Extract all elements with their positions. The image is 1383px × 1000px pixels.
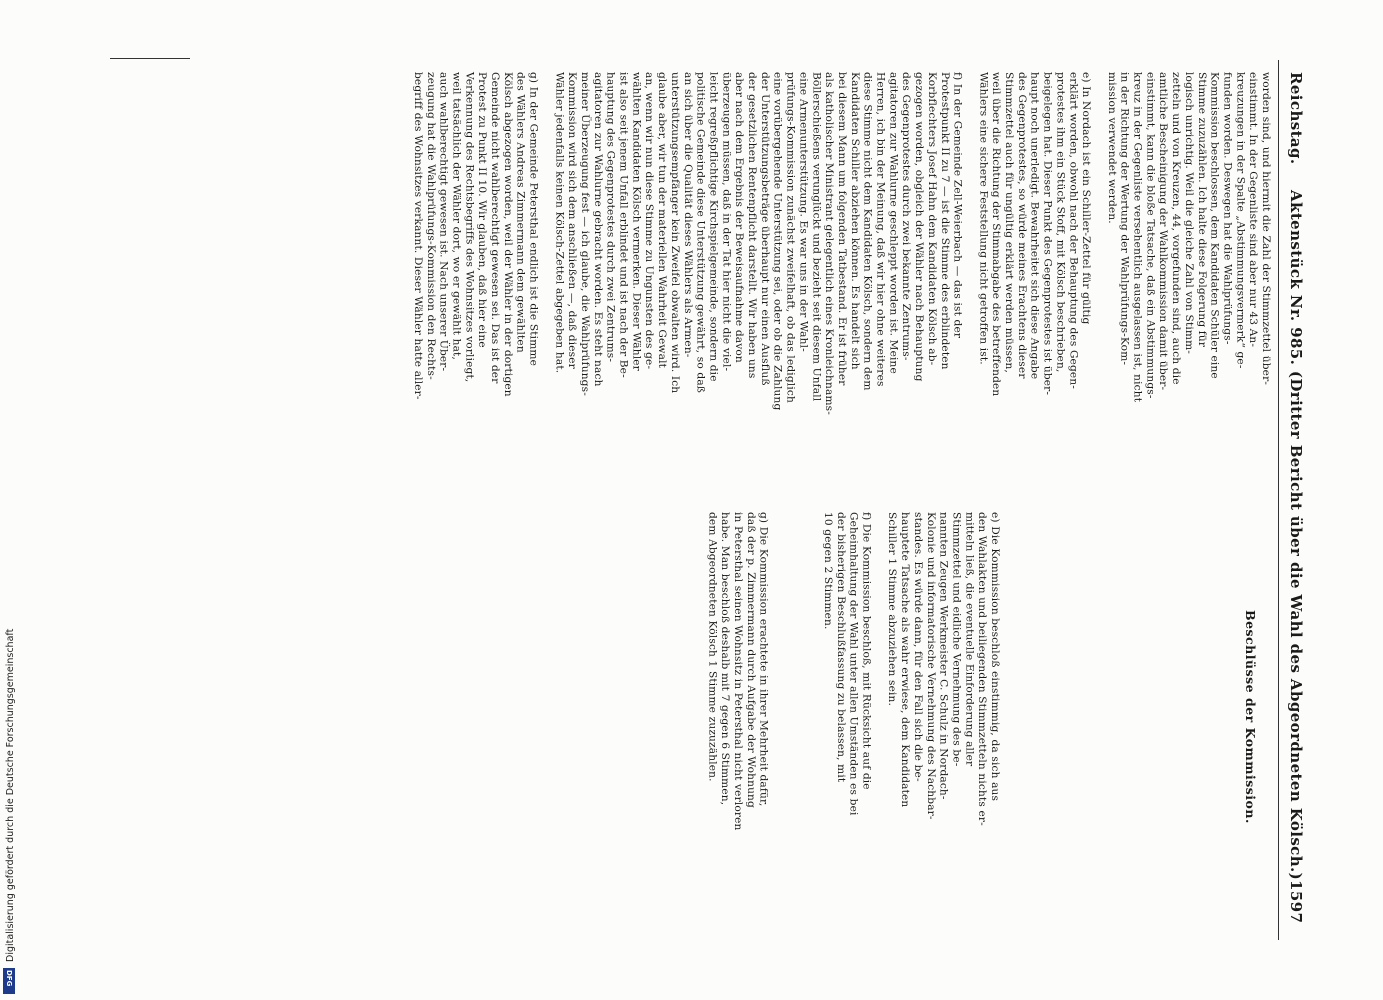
text-line: f) In der Gemeinde Zell-Weierbach — das ist der: [951, 72, 964, 339]
text-line: Böllerschießens verunglückt und bezieht seit diesem Unfall: [810, 72, 823, 402]
text-line: hauptete Tatsache als wahr erwiese, dem Kandidaten: [899, 512, 912, 808]
text-line: aber nach dem Ergebnis der Beweisaufnahme davon: [733, 72, 746, 363]
text-line: agitatoren zur Wahlurne gebracht worden. Es steht nach: [591, 72, 604, 387]
text-line: Kolonie und informatorische Vernehmung des Nachbar-: [924, 512, 937, 820]
text-line: diese Stimme nicht dem Kandidaten Kölsch, sondern dem: [861, 72, 874, 391]
text-line: e) Die Kommission beschloß einstimmig, da sich aus: [989, 512, 1001, 802]
text-line: g) In der Gemeinde Petersthal endlich ist die Stimme: [527, 72, 540, 367]
header-rule: [1278, 60, 1279, 940]
dfg-logo-icon: DFG: [3, 968, 15, 994]
text-line: der gesetzlichen Rentenpflicht darstellt. Wir haben uns: [746, 72, 758, 379]
text-line: Gemeinde nicht wahlberechtigt gewesen sei. Das ist der: [489, 72, 501, 384]
text-line: einstimmt. In der Gegenliste sind aber nur 43 An-: [1247, 72, 1260, 348]
text-line: kreuz in der Gegenliste versehentlich ausgelassen ist, nicht: [1131, 72, 1144, 403]
text-line: Stimme zuzuzählen. Ich halte diese Folgerung für: [1195, 72, 1208, 348]
text-line: wählten Kandidaten Kölsch vermerken. Dieser Wähler: [630, 72, 643, 371]
text-line: Stimmzettel auch für ungültig erklärt werden müssen,: [1003, 72, 1015, 374]
text-line: kreuzungen in der Spalte „Abstimmungsvermerk“ ge-: [1234, 72, 1247, 369]
text-line: in Petersthal seinen Wohnsitz in Petersthal nicht verloren: [732, 512, 744, 831]
page-title: Aktenstück Nr. 985. (Dritter Bericht über die Wahl des Abgeordneten Kölsch.): [1287, 190, 1305, 881]
text-line: Wählers eine sichere Feststellung nicht getroffen ist.: [977, 72, 990, 365]
text-line: zetteln und von Kreuzen, 44, vorgefunden sind, auch die: [1170, 72, 1183, 385]
text-line: Kölsch abgezogen worden, weil der Wähler in der dortigen: [501, 72, 514, 397]
text-line: bei diesem Mann um folgenden Tatbestand. Er ist früher: [835, 72, 848, 386]
text-line: Kommission beschlossen, dem Kandidaten Schüler eine: [1208, 72, 1221, 379]
text-line: Stimmzettel und eidliche Vernehmung des be-: [950, 512, 963, 767]
text-line: prüfungs-Kommission zunächst zweifelhaft, ob das lediglich: [784, 72, 797, 403]
text-line: glaube aber, wir tun der materiellen Wahrheit Gewalt: [656, 72, 669, 369]
text-line: an sich über die Qualität dieses Wählers als Armen-: [681, 72, 694, 358]
commission-heading: Beschlüsse der Kommission.: [1243, 610, 1258, 824]
text-line: des Gegenprotestes durch zwei bekannte Zentrums-: [900, 72, 913, 361]
text-line: Herren, ich bin der Meinung, daß wir hier ohne weiteres: [874, 72, 887, 387]
text-line: haupt noch unerledigt. Bewahrheitet sich diese Angabe: [1028, 72, 1041, 380]
text-line: Wähler jedenfalls keinen Kölsch-Zettel abgegeben hat.: [553, 72, 566, 374]
text-line: mitteln ließ, die eventuelle Einforderung aller: [963, 512, 976, 767]
text-line: als katholischer Ministrant gelegentlich eines Kronleichnams-: [823, 72, 836, 415]
text-line: Protest zu Punkt II 10. Wir glauben, daß hier eine: [476, 72, 489, 348]
text-line: eine vorübergehende Unterstützung sei, oder ob die Zahlung: [771, 72, 784, 411]
header-left: Reichstag.: [1287, 72, 1305, 165]
text-line: dem Abgeordneten Kölsch 1 Stimme zuzuzählen.: [706, 512, 719, 782]
text-line: Kommission wird sich dem anschließen —, daß dieser: [566, 72, 579, 369]
text-line: der Unterstützungsbeträge überhaupt nur einen Ausfluß: [758, 72, 771, 386]
text-line: nannten Zeugen Werkmeister C. Schulz in Nordach-: [937, 512, 950, 800]
text-line: zeugung hat die Wahlprüfungs-Kommission den Rechts-: [424, 72, 437, 380]
text-line: weil tatsächlich der Wähler dort, wo er gewählt hat,: [450, 72, 463, 360]
text-line: hauptung des Gegenprotestes durch zwei Zentrums-: [604, 72, 617, 363]
text-line: g) Die Kommission erachtete in ihrer Mehrheit dafür,: [757, 512, 770, 807]
digitization-credit: Digitalisierung gefördert durch die Deutsche Forschungsgemeinschaft: [5, 628, 16, 962]
text-line: weil über die Richtung der Stimmabgabe des betreffenden: [990, 72, 1003, 397]
text-line: der bisherigen Beschlußfassung zu belassen, mit: [834, 512, 847, 783]
text-line: auch wahlberechtigt gewesen ist. Nach unserer Über-: [437, 72, 450, 372]
text-line: amtliche Bescheinigung der Wahlkommission damit über-: [1157, 72, 1170, 391]
text-line: Schiller 1 Stimme abzuziehen sein.: [886, 512, 899, 707]
text-line: begriff des Wohnsitzes verkannt. Dieser Wähler hatte aller-: [411, 72, 424, 400]
text-line: beigelegen hat. Dieser Punkt des Gegenprotestes ist über-: [1041, 72, 1054, 396]
text-line: habe. Man beschloß deshalb mit 7 gegen 6 Stimmen,: [719, 512, 732, 806]
page-number: 1597: [1287, 880, 1305, 924]
text-line: gezogen worden, obgleich der Wähler nach Behauptung: [913, 72, 926, 382]
text-line: Verkennung des Rechtsbegriffs des Wohnsitzes vorliegt,: [463, 72, 476, 383]
text-line: Kandidaten Schiller abziehen können. Es handelt sich: [848, 72, 861, 370]
text-line: eine Armenunterstützung. Es war uns in der Wahl-: [797, 72, 810, 352]
text-line: 10 gegen 2 Stimmen.: [821, 512, 834, 630]
text-line: worden sind, und hiermit die Zahl der Stimmzettel über-: [1260, 72, 1272, 386]
text-line: standes. Es würde dann, für den Fall sich die be-: [911, 512, 924, 782]
text-line: einstimmt, kann die bloße Tatsache, daß ein Abstimmungs-: [1144, 72, 1157, 399]
text-line: in der Richtung der Wertung der Wahlprüfungs-Kom-: [1118, 72, 1131, 366]
text-line: politische Gemeinde diese Unterstützung gewährt, so daß: [694, 72, 707, 394]
text-line: den Wahlakten und beiliegenden Stimmzetteln nichts er-: [976, 512, 989, 826]
text-line: meiner Überzeugung fest — ich glaube, die Wahlprüfungs-: [578, 72, 591, 396]
text-line: mission verwendet werden.: [1105, 72, 1118, 224]
text-line: überzeugen müssen, daß in der Tat hier nicht die viel-: [720, 72, 733, 372]
text-line: f) Die Kommission beschloß, mit Rücksicht auf die: [860, 512, 873, 790]
text-line: ist also seit jenem Unfall erblindet und ist nach der Be-: [617, 72, 630, 378]
text-line: an, wenn wir nun diese Stimme zu Ungunsten des ge-: [643, 72, 656, 370]
text-line: e) In Nordach ist ein Schiller-Zettel für gültig: [1080, 72, 1093, 325]
text-line: agitatoren zur Wahlurne geschleppt worden ist. Meine: [887, 72, 900, 374]
text-line: logisch unrichtig. Weil die gleiche Zahl von Stimm-: [1182, 72, 1195, 355]
column-end-rule: [110, 58, 190, 59]
text-line: daß der p. Zimmermann durch Aufgabe der Wohnung: [744, 512, 757, 808]
text-line: des Gegenprotestes, so würde meines Erachtens dieser: [1015, 72, 1028, 379]
text-line: Protestpunkt II zu 7 — ist die Stimme des erblindeten: [938, 72, 951, 370]
text-line: erklärt worden, obwohl nach der Behauptung des Gegen-: [1067, 72, 1080, 390]
text-line: funden worden. Deswegen hat die Wahlprüfungs-: [1221, 72, 1234, 345]
text-line: unterstützungsempfänger kein Zweifel obwalten wird. Ich: [668, 72, 681, 394]
text-line: Korbflechters Josef Hahn dem Kandidaten Kölsch ab-: [925, 72, 938, 366]
text-line: leicht regreßpflichtige Kirchspielgemeinde, sondern die: [707, 72, 720, 382]
text-line: des Wählers Andreas Zimmermann dem gewählten: [514, 72, 527, 353]
text-line: Geheimhaltung der Wahl unter allen Umständen es bei: [847, 512, 860, 816]
text-line: protestes ihm ein Stück Stoff, mit Kölsch beschrieben,: [1054, 72, 1067, 373]
